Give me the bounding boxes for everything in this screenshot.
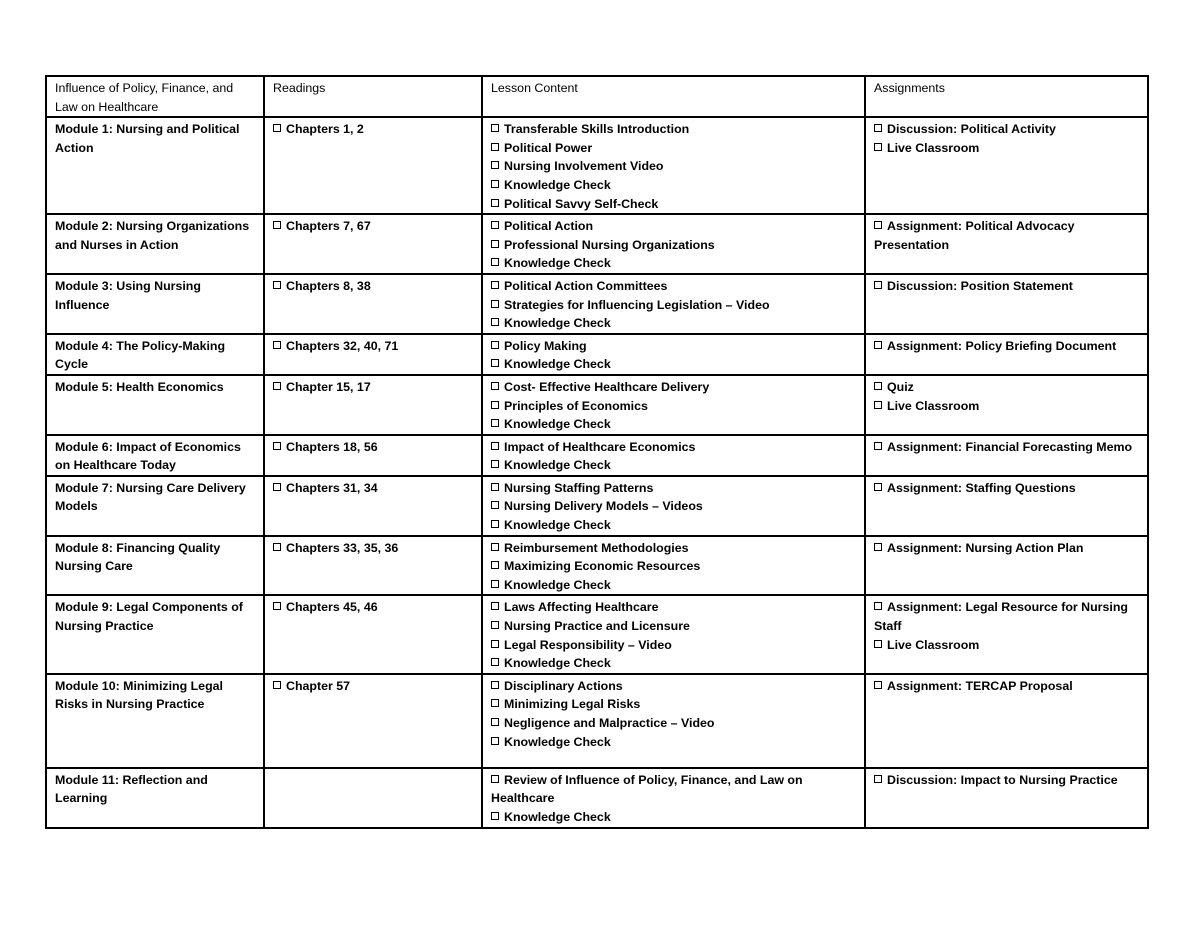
checkbox-icon [491,258,499,266]
reading-text: Chapters 32, 40, 71 [286,338,399,353]
table-row [46,334,1148,375]
assignments-cell [865,117,1148,214]
checkbox-icon [273,681,281,689]
assignments-cell [865,536,1148,596]
assignment-item [874,677,1140,696]
lessons-cell [482,214,865,274]
lesson-text: Knowledge Check [504,458,611,473]
lesson-text: Knowledge Check [504,656,611,671]
header-assignments: Assignments [865,76,1148,117]
lesson-item [491,557,857,576]
lesson-text: Nursing Practice and Licensure [504,619,690,634]
lesson-item [491,176,857,195]
lesson-item [491,415,857,434]
assignment-item [874,397,1140,416]
checkbox-icon [273,221,281,229]
reading-item [273,539,474,558]
module-title: Module 7: Nursing Care Delivery Models [46,476,264,536]
lesson-text: Knowledge Check [504,810,611,824]
lesson-text: Political Action [504,219,594,234]
reading-item [273,378,474,397]
checkbox-icon [874,775,882,783]
checkbox-icon [491,180,499,188]
checkbox-icon [491,143,499,151]
checkbox-icon [491,240,499,248]
assignment-text: Live Classroom [887,398,980,413]
table-row [46,595,1148,673]
lesson-text: Cost- Effective Healthcare Delivery [504,379,710,394]
assignment-text: Assignment: Legal Resource for Nursing Staff [874,600,1128,634]
lesson-text: Knowledge Check [504,417,611,432]
lesson-item [491,714,857,733]
module-title: Module 1: Nursing and Political Action [46,117,264,214]
reading-text: Chapters 31, 34 [286,480,378,495]
assignment-item [874,217,1140,254]
lesson-item [491,598,857,617]
assignments-cell [865,435,1148,476]
lesson-item [491,479,857,498]
reading-item [273,598,474,617]
table-row [46,435,1148,476]
checkbox-icon [874,124,882,132]
reading-text: Chapter 57 [286,678,351,693]
checkbox-icon [491,520,499,528]
checkbox-icon [491,382,499,390]
readings-cell [264,595,482,673]
assignment-item [874,139,1140,158]
readings-cell [264,435,482,476]
checkbox-icon [491,300,499,308]
lessons-cell [482,435,865,476]
table-row [46,117,1148,214]
assignment-text: Assignment: Staffing Questions [887,480,1076,495]
table-row [46,375,1148,435]
assignment-text: Assignment: Financial Forecasting Memo [887,439,1133,454]
lessons-cell [482,117,865,214]
checkbox-icon [491,681,499,689]
checkbox-icon [273,341,281,349]
checkbox-icon [273,442,281,450]
lesson-text: Knowledge Check [504,357,611,372]
assignment-item [874,277,1140,296]
table-header-row [46,76,1148,117]
reading-item [273,438,474,457]
table-row [46,214,1148,274]
checkbox-icon [273,543,281,551]
lesson-text: Impact of Healthcare Economics [504,439,696,454]
assignment-item [874,378,1140,397]
lesson-item [491,195,857,214]
checkbox-icon [491,602,499,610]
lessons-cell [482,274,865,334]
lesson-text: Laws Affecting Healthcare [504,600,659,615]
checkbox-icon [491,483,499,491]
lessons-cell [482,334,865,375]
checkbox-icon [491,543,499,551]
lesson-item [491,516,857,535]
lesson-item [491,677,857,696]
assignment-text: Quiz [887,379,914,394]
lesson-item [491,617,857,636]
assignments-cell [865,214,1148,274]
checkbox-icon [273,281,281,289]
lesson-item [491,217,857,236]
assignments-cell [865,595,1148,673]
lesson-item [491,695,857,714]
reading-text: Chapters 1, 2 [286,122,364,137]
module-title: Module 8: Financing Quality Nursing Care [46,536,264,596]
lesson-item [491,355,857,374]
reading-text: Chapters 33, 35, 36 [286,540,399,555]
lesson-item [491,277,857,296]
assignment-item [874,636,1140,655]
lessons-cell [482,476,865,536]
assignment-text: Assignment: TERCAP Proposal [887,678,1073,693]
reading-text: Chapters 18, 56 [286,439,378,454]
checkbox-icon [874,341,882,349]
lesson-item [491,157,857,176]
lesson-text: Knowledge Check [504,256,611,271]
checkbox-icon [874,543,882,551]
checkbox-icon [491,460,499,468]
module-title: Module 3: Using Nursing Influence [46,274,264,334]
checkbox-icon [491,442,499,450]
header-course-title: Influence of Policy, Finance, and Law on Healthcare [46,76,264,117]
assignments-cell [865,674,1148,768]
lesson-item [491,236,857,255]
assignments-cell [865,476,1148,536]
lessons-cell [482,375,865,435]
readings-cell [264,214,482,274]
checkbox-icon [273,124,281,132]
module-title: Module 11: Reflection and Learning [46,768,264,828]
checkbox-icon [273,483,281,491]
table-row [46,476,1148,536]
lesson-text: Nursing Staffing Patterns [504,480,654,495]
checkbox-icon [874,382,882,390]
assignment-item [874,771,1140,790]
assignments-cell [865,768,1148,828]
lesson-text: Negligence and Malpractice – Video [504,716,715,730]
module-title: Module 6: Impact of Economics on Healthcare Today [46,435,264,476]
lesson-text: Nursing Delivery Models – Videos [504,499,703,514]
checkbox-icon [874,483,882,491]
assignment-text: Assignment: Political Advocacy Presentation [874,219,1075,252]
lesson-text: Professional Nursing Organizations [504,237,715,252]
lesson-item [491,654,857,673]
lesson-text: Disciplinary Actions [504,678,623,693]
lesson-text: Knowledge Check [504,518,611,533]
checkbox-icon [491,580,499,588]
lesson-item [491,337,857,356]
readings-cell [264,274,482,334]
assignment-text: Live Classroom [887,140,980,155]
reading-item [273,479,474,498]
lesson-item [491,378,857,397]
checkbox-icon [491,658,499,666]
assignment-item [874,438,1140,457]
readings-cell [264,117,482,214]
reading-item [273,217,474,236]
readings-cell [264,768,482,828]
assignment-item [874,539,1140,558]
module-title: Module 2: Nursing Organizations and Nurses in Action [46,214,264,274]
assignment-text: Live Classroom [887,637,980,652]
checkbox-icon [491,221,499,229]
checkbox-icon [874,221,882,229]
reading-text: Chapters 8, 38 [286,278,371,293]
lesson-item [491,314,857,333]
lesson-item [491,771,857,808]
table-row [46,674,1148,768]
course-schedule-table [45,75,1149,829]
checkbox-icon [491,775,499,783]
lesson-text: Political Savvy Self-Check [504,196,659,211]
checkbox-icon [491,318,499,326]
lesson-item [491,539,857,558]
checkbox-icon [491,199,499,207]
lesson-text: Knowledge Check [504,577,611,592]
lesson-item [491,254,857,273]
lesson-text: Transferable Skills Introduction [504,122,690,137]
assignment-item [874,598,1140,635]
reading-item [273,120,474,139]
assignments-cell [865,274,1148,334]
lesson-item [491,497,857,516]
lesson-text: Political Power [504,140,593,155]
module-title: Module 4: The Policy-Making Cycle [46,334,264,375]
checkbox-icon [491,812,499,820]
lesson-item [491,456,857,475]
reading-item [273,677,474,696]
lesson-text: Reimbursement Methodologies [504,540,689,555]
table-row [46,536,1148,596]
lesson-text: Review of Influence of Policy, Finance, and Law on Healthcare [491,772,803,806]
reading-text: Chapter 15, 17 [286,379,371,394]
lesson-text: Knowledge Check [504,734,611,749]
checkbox-icon [491,124,499,132]
checkbox-icon [491,161,499,169]
lesson-text: Nursing Involvement Video [504,159,664,174]
checkbox-icon [273,602,281,610]
lessons-cell [482,674,865,768]
checkbox-icon [491,419,499,427]
checkbox-icon [491,501,499,509]
module-title: Module 9: Legal Components of Nursing Practice [46,595,264,673]
reading-text: Chapters 45, 46 [286,600,378,615]
header-lesson-content: Lesson Content [482,76,865,117]
assignment-text: Assignment: Nursing Action Plan [887,540,1084,555]
lesson-text: Strategies for Influencing Legislation – Video [504,297,770,312]
checkbox-icon [491,718,499,726]
checkbox-icon [491,401,499,409]
table-row [46,274,1148,334]
header-readings: Readings [264,76,482,117]
assignment-item [874,120,1140,139]
module-title: Module 5: Health Economics [46,375,264,435]
lesson-item [491,808,857,827]
checkbox-icon [273,382,281,390]
lesson-item [491,397,857,416]
readings-cell [264,536,482,596]
checkbox-icon [491,737,499,745]
lesson-text: Policy Making [504,338,587,353]
checkbox-icon [874,640,882,648]
assignment-text: Discussion: Position Statement [887,278,1073,293]
lesson-text: Knowledge Check [504,316,611,331]
checkbox-icon [491,640,499,648]
checkbox-icon [491,561,499,569]
table-row [46,768,1148,828]
assignment-text: Discussion: Political Activity [887,122,1056,137]
assignment-text: Assignment: Policy Briefing Document [887,338,1117,353]
lesson-item [491,733,857,752]
lesson-item [491,139,857,158]
checkbox-icon [874,401,882,409]
readings-cell [264,375,482,435]
checkbox-icon [491,341,499,349]
checkbox-icon [874,143,882,151]
readings-cell [264,476,482,536]
reading-item [273,277,474,296]
checkbox-icon [874,442,882,450]
table-body [46,117,1148,827]
lesson-text: Minimizing Legal Risks [504,697,641,712]
reading-text: Chapters 7, 67 [286,219,371,234]
lesson-item [491,120,857,139]
module-title: Module 10: Minimizing Legal Risks in Nursing Practice [46,674,264,768]
lesson-text: Political Action Committees [504,278,668,293]
lessons-cell [482,595,865,673]
checkbox-icon [491,621,499,629]
lesson-item [491,576,857,595]
readings-cell [264,674,482,768]
assignment-item [874,479,1140,498]
reading-item [273,337,474,356]
checkbox-icon [491,359,499,367]
assignments-cell [865,375,1148,435]
checkbox-icon [874,281,882,289]
lesson-text: Principles of Economics [504,398,648,413]
assignment-item [874,337,1140,356]
assignment-text: Discussion: Impact to Nursing Practice [887,772,1118,787]
readings-cell [264,334,482,375]
lesson-text: Legal Responsibility – Video [504,637,672,652]
lessons-cell [482,536,865,596]
lesson-text: Maximizing Economic Resources [504,559,701,574]
lesson-item [491,296,857,315]
checkbox-icon [874,602,882,610]
lesson-text: Knowledge Check [504,177,611,192]
checkbox-icon [491,281,499,289]
lesson-item [491,438,857,457]
lesson-item [491,636,857,655]
assignments-cell [865,334,1148,375]
lessons-cell [482,768,865,828]
checkbox-icon [491,699,499,707]
checkbox-icon [874,681,882,689]
